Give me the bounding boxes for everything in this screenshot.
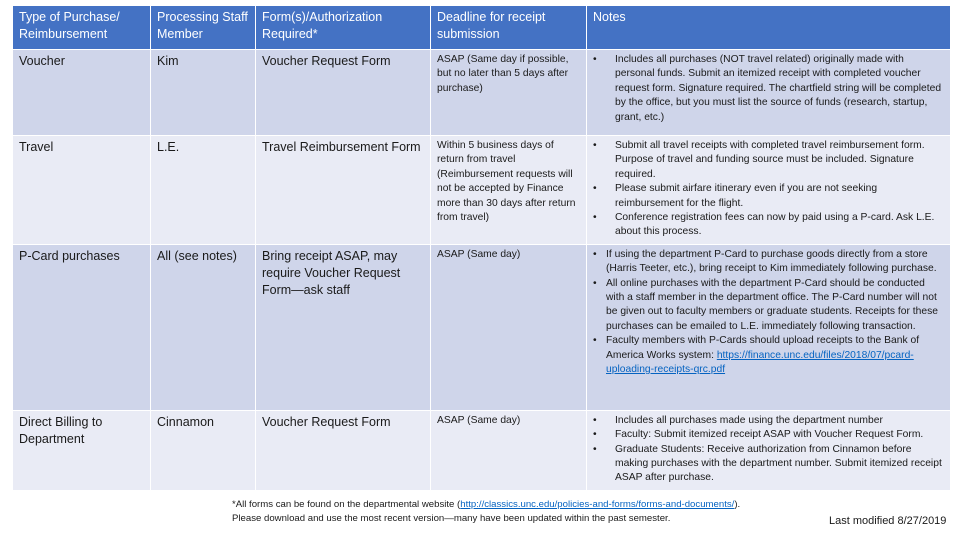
cell-type: Voucher <box>13 50 151 136</box>
cell-type: Travel <box>13 136 151 245</box>
cell-deadline: ASAP (Same day) <box>431 244 587 410</box>
header-type: Type of Purchase/ Reimbursement <box>13 6 151 50</box>
notes-list <box>593 248 944 378</box>
list-item: • Please submit airfare itinerary even if you are not seeking reimbursement for the flight. <box>593 183 878 209</box>
list-item: • Includes all purchases made using the department number <box>593 414 883 426</box>
header-form: Form(s)/Authorization Required* <box>256 6 431 50</box>
list-item: • Faculty members with P-Cards should upload receipts to the Bank of America Works system: https://finance.unc.edu/files/2018/07/pcard-uploading-receipts-qrc.pdf <box>593 335 920 376</box>
list-item: • Faculty: Submit itemized receipt ASAP with Voucher Request Form. <box>593 429 924 441</box>
cell-form: Travel Reimbursement Form <box>256 136 431 245</box>
cell-form: Voucher Request Form <box>256 50 431 136</box>
footnote-line-2: Please download and use the most recent version—many have been updated within the past semester. <box>232 513 671 524</box>
header-notes: Notes <box>587 6 951 50</box>
pcard-receipts-link[interactable]: https://finance.unc.edu/files/2018/07/pcard-uploading-receipts-qrc.pdf <box>606 349 914 376</box>
list-item: • Submit all travel receipts with completed travel reimbursement form. Purpose of travel and funding source must be included. Signature required. <box>593 140 925 180</box>
cell-notes <box>587 50 951 136</box>
cell-form: Voucher Request Form <box>256 410 431 490</box>
reimbursement-table <box>12 5 951 491</box>
cell-notes <box>587 410 951 490</box>
cell-type: P-Card purchases <box>13 244 151 410</box>
list-item: • If using the department P-Card to purchase goods directly from a store (Harris Teeter, etc.), bring receipt to Kim immediately following purchase. <box>593 248 937 275</box>
header-staff: Processing Staff Member <box>151 6 256 50</box>
table-row <box>13 410 951 490</box>
table-row <box>13 136 951 245</box>
cell-notes <box>587 136 951 245</box>
table-header-row <box>13 6 951 50</box>
table-row <box>13 244 951 410</box>
list-item: • All online purchases with the department P-Card should be conducted with a staff member in the department office. The P-Card number will not be given out to faculty members or graduate students. Receipts for these purchases can be emailed to L.E. immediately following transaction. <box>593 277 938 332</box>
cell-deadline: Within 5 business days of return from travel (Reimbursement requests will not be accepted by Finance more than 30 days after return from travel) <box>431 136 587 245</box>
notes-list <box>593 53 944 125</box>
list-item: • Conference registration fees can now by paid using a P-card. Ask L.E. about this process. <box>593 212 935 238</box>
table-row <box>13 50 951 136</box>
cell-form: Bring receipt ASAP, may require Voucher Request Form—ask staff <box>256 244 431 410</box>
cell-deadline: ASAP (Same day if possible, but no later than 5 days after purchase) <box>431 50 587 136</box>
cell-type: Direct Billing to Department <box>13 410 151 490</box>
cell-notes <box>587 244 951 410</box>
last-modified: Last modified 8/27/2019 <box>829 515 947 527</box>
cell-staff: All (see notes) <box>151 244 256 410</box>
cell-staff: Kim <box>151 50 256 136</box>
footnote <box>232 498 740 526</box>
list-item: • Includes all purchases (NOT travel related) originally made with personal funds. Submit an itemized receipt with completed voucher request form. Signature required. The chartfield string will be completed by the office, but you must list the source of funds (research, startup, grant, etc.) <box>593 54 942 123</box>
header-deadline: Deadline for receipt submission <box>431 6 587 50</box>
cell-staff: Cinnamon <box>151 410 256 490</box>
footnote-line-1: *All forms can be found on the departmental website (http://classics.unc.edu/policies-and-forms/forms-and-documents/). <box>232 499 741 510</box>
notes-list <box>593 139 944 240</box>
list-item: • Graduate Students: Receive authorization from Cinnamon before making purchases with the department number. Submit itemized receipt ASAP after purchase. <box>593 443 942 484</box>
notes-list <box>593 414 944 486</box>
cell-deadline: ASAP (Same day) <box>431 410 587 490</box>
forms-website-link[interactable]: http://classics.unc.edu/policies-and-forms/forms-and-documents/ <box>460 499 735 510</box>
cell-staff: L.E. <box>151 136 256 245</box>
